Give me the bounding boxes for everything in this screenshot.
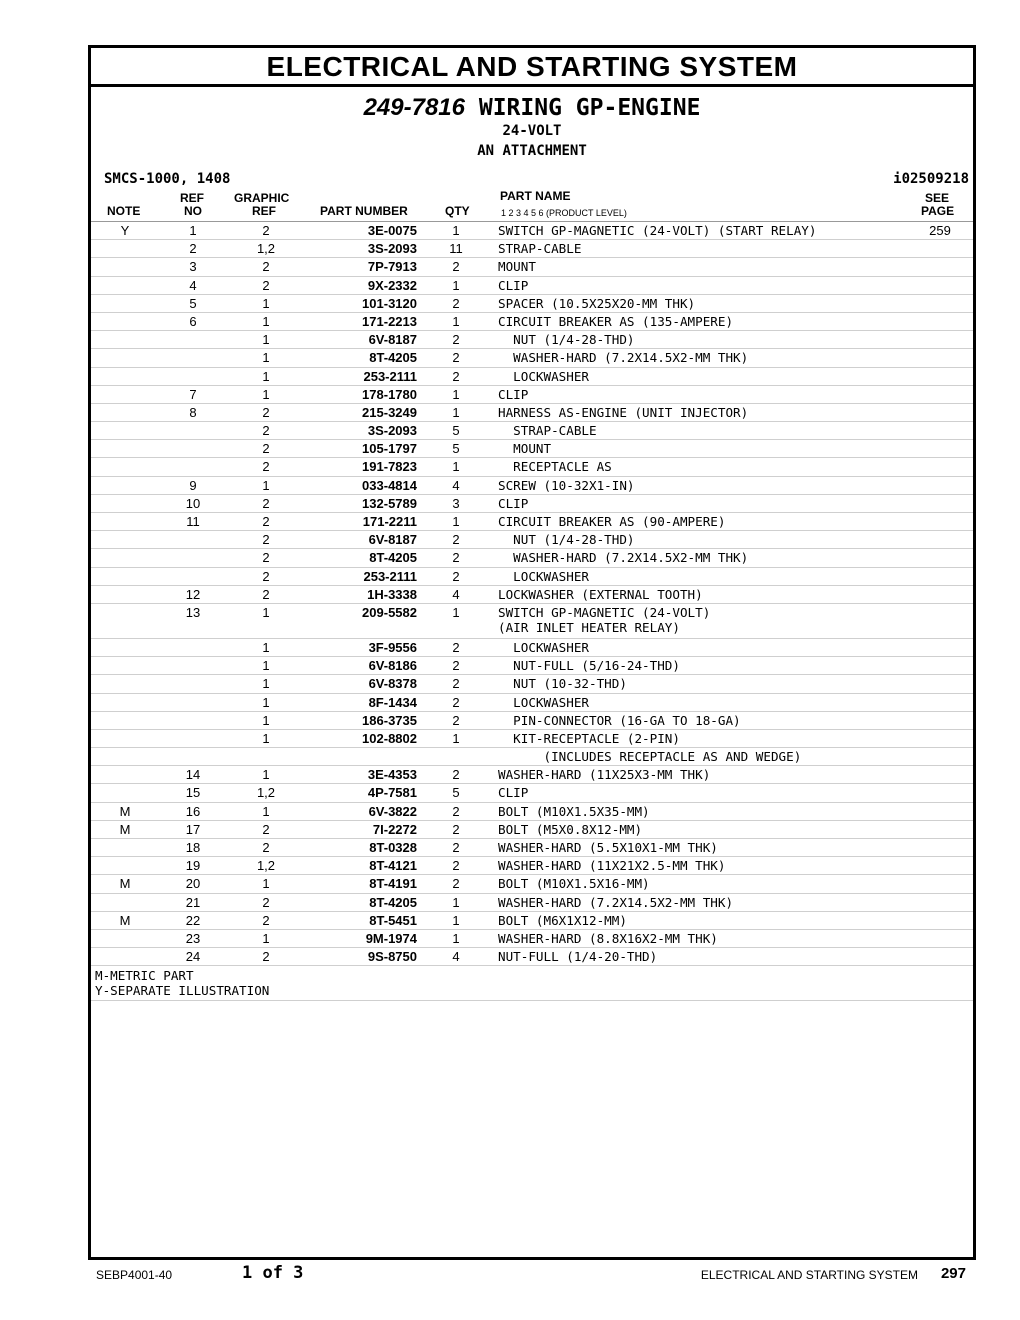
part-number-cell: 8F-1434 (368, 694, 417, 710)
qty-cell: 2 (452, 676, 460, 692)
table-row (91, 930, 973, 948)
ref-number-cell: 7 (189, 386, 197, 402)
qty-cell: 2 (452, 259, 460, 275)
part-name-cell: BOLT (M10X1.5X16-MM) (498, 876, 650, 892)
part-name-cell: LOCKWASHER (498, 694, 589, 710)
col-part-name: PART NAME (500, 189, 571, 203)
qty-cell: 2 (452, 876, 460, 892)
part-name-cell: STRAP-CABLE (498, 423, 597, 439)
table-row (91, 368, 973, 386)
table-header (91, 191, 973, 222)
graphic-ref-cell: 2 (262, 223, 270, 238)
ref-number-cell: 17 (185, 821, 201, 837)
footer-section: ELECTRICAL AND STARTING SYSTEM (700, 1268, 918, 1282)
table-row (91, 784, 973, 802)
qty-cell: 2 (452, 821, 460, 837)
ref-number-cell: 16 (185, 803, 201, 819)
part-name-cell: MOUNT (498, 259, 536, 275)
table-row (91, 839, 973, 857)
table-row (91, 258, 973, 276)
note-cell: M (119, 876, 131, 892)
qty-cell: 2 (452, 658, 460, 674)
note-cell: Y (120, 223, 130, 238)
graphic-ref-cell: 1,2 (256, 785, 276, 801)
part-number-cell: 7P-7913 (367, 259, 417, 275)
part-name-cell: BOLT (M6X1X12-MM) (498, 912, 627, 928)
part-number-cell: 8T-4205 (369, 350, 417, 366)
part-number-cell: 1H-3338 (367, 586, 417, 602)
ref-number-cell: 14 (185, 767, 201, 783)
ref-number-cell: 8 (189, 404, 197, 420)
qty-cell: 1 (452, 404, 460, 420)
graphic-ref-cell: 1 (262, 604, 270, 620)
graphic-ref-cell: 2 (262, 514, 270, 529)
table-row (91, 386, 973, 404)
part-number-cell: 171-2213 (362, 313, 417, 329)
footer-doc-id: SEBP4001-40 (96, 1268, 173, 1282)
graphic-ref-cell: 2 (262, 532, 270, 548)
graphic-ref-cell: 2 (262, 423, 270, 439)
qty-cell: 5 (452, 785, 460, 801)
graphic-ref-cell: 1 (262, 639, 270, 655)
graphic-ref-cell: 2 (262, 840, 270, 855)
col-graphic-bottom: REF (252, 204, 276, 218)
group-name: WIRING GP-ENGINE (478, 95, 701, 121)
part-number-cell: 132-5789 (362, 495, 417, 511)
graphic-ref-cell: 2 (262, 912, 270, 928)
graphic-ref-cell: 1 (262, 803, 270, 819)
part-name-cell: SWITCH GP-MAGNETIC (24-VOLT) (START RELAY) (498, 223, 817, 238)
page-footer (96, 1262, 968, 1286)
table-row (91, 477, 973, 495)
table-row (91, 568, 973, 586)
qty-cell: 2 (452, 639, 460, 655)
graphic-ref-cell: 1 (262, 930, 270, 946)
part-name-cell: NUT (1/4-28-THD) (498, 332, 635, 348)
qty-cell: 2 (452, 295, 460, 311)
ref-number-cell: 2 (189, 241, 197, 257)
part-number-cell: 171-2211 (362, 514, 417, 529)
part-number-cell: 102-8802 (362, 730, 417, 746)
graphic-ref-cell: 2 (262, 259, 270, 275)
table-row (91, 675, 973, 693)
ref-number-cell: 18 (185, 840, 201, 855)
table-row (91, 458, 973, 476)
ref-number-cell: 20 (185, 876, 201, 892)
graphic-ref-cell: 1 (262, 658, 270, 674)
part-name-cell: KIT-RECEPTACLE (2-PIN) (498, 730, 680, 746)
part-number-cell: 6V-8187 (368, 332, 417, 348)
table-row (91, 586, 973, 604)
part-number-cell: 215-3249 (362, 404, 417, 420)
part-name-cell: NUT-FULL (5/16-24-THD) (498, 658, 680, 674)
graphic-ref-cell: 2 (262, 949, 270, 965)
part-number-cell: 8T-4205 (369, 894, 417, 910)
col-see-top: SEE (925, 191, 950, 205)
part-name-cell: LOCKWASHER (EXTERNAL TOOTH) (498, 586, 703, 602)
table-row (91, 404, 973, 422)
part-number-cell: 9S-8750 (367, 949, 417, 965)
ref-number-cell: 6 (189, 313, 197, 329)
table-row (91, 803, 973, 821)
graphic-ref-cell: 2 (262, 586, 270, 602)
page-frame (88, 45, 976, 1260)
part-number-cell: 3E-0075 (367, 223, 417, 238)
qty-cell: 11 (449, 241, 463, 257)
graphic-ref-cell: 1 (262, 730, 270, 746)
graphic-ref-cell: 2 (262, 550, 270, 566)
graphic-ref-cell: 1 (262, 368, 270, 384)
part-name-cell: CIRCUIT BREAKER AS (135-AMPERE) (498, 313, 734, 329)
part-name-cell: MOUNT (498, 441, 552, 457)
qty-cell: 2 (452, 858, 460, 874)
part-name-cell: WASHER-HARD (7.2X14.5X2-MM THK) (498, 550, 749, 566)
graphic-ref-cell: 2 (262, 568, 270, 584)
part-name-cell: SPACER (10.5X25X20-MM THK) (498, 295, 696, 311)
ref-number-cell: 15 (185, 785, 201, 801)
part-name-cell: (INCLUDES RECEPTACLE AS AND WEDGE) (498, 749, 802, 765)
part-name-cell: HARNESS AS-ENGINE (UNIT INJECTOR) (498, 404, 749, 420)
ref-number-cell: 24 (185, 949, 201, 965)
part-name-cell: WASHER-HARD (7.2X14.5X2-MM THK) (498, 350, 749, 366)
part-number-cell: 9X-2332 (367, 277, 417, 293)
table-row (91, 639, 973, 657)
graphic-ref-cell: 1,2 (256, 858, 276, 874)
part-name-cell: RECEPTACLE AS (498, 459, 612, 475)
ref-number-cell: 21 (185, 894, 201, 910)
part-name-cell: BOLT (M5X0.8X12-MM) (498, 821, 643, 837)
qty-cell: 2 (452, 550, 460, 566)
qty-cell: 2 (452, 840, 460, 855)
qty-cell: 5 (452, 441, 460, 457)
part-number-cell: 3S-2093 (367, 241, 417, 257)
ref-number-cell: 13 (185, 604, 201, 620)
table-row (91, 857, 973, 875)
part-name-cell: CLIP (498, 277, 529, 293)
col-qty: QTY (445, 204, 470, 218)
part-name-cell: LOCKWASHER (498, 639, 589, 655)
footer-page-of: 1 of 3 (242, 1263, 304, 1283)
part-number-cell: 9M-1974 (365, 930, 417, 946)
qty-cell: 4 (452, 586, 460, 602)
table-row (91, 531, 973, 549)
table-row (91, 821, 973, 839)
part-number-cell: 6V-8186 (368, 658, 417, 674)
part-name-cell: CLIP (498, 386, 529, 402)
graphic-ref-cell: 1 (262, 676, 270, 692)
qty-cell: 2 (452, 532, 460, 548)
info-id: i02509218 (893, 171, 969, 187)
legend-metric: M-METRIC PART (95, 968, 194, 984)
part-number-cell: 3E-4353 (367, 767, 417, 783)
qty-cell: 1 (452, 313, 460, 329)
smcs-row (91, 169, 973, 191)
part-number-cell: 209-5582 (362, 604, 417, 620)
table-row (91, 422, 973, 440)
qty-cell: 3 (452, 495, 460, 511)
graphic-ref-cell: 2 (262, 459, 270, 475)
part-name-cell: WASHER-HARD (11X21X2.5-MM THK) (498, 858, 726, 874)
qty-cell: 1 (452, 894, 460, 910)
table-row (91, 766, 973, 784)
ref-number-cell: 12 (185, 586, 201, 602)
ref-number-cell: 22 (185, 912, 201, 928)
col-note: NOTE (107, 204, 141, 218)
table-row (91, 295, 973, 313)
part-number-cell: 3F-9556 (368, 639, 417, 655)
part-name-cell: WASHER-HARD (8.8X16X2-MM THK) (498, 930, 718, 946)
ref-number-cell: 23 (185, 930, 201, 946)
graphic-ref-cell: 2 (262, 441, 270, 457)
parts-table-body (91, 222, 973, 966)
part-number-cell: 8T-4205 (369, 550, 417, 566)
ref-number-cell: 11 (186, 514, 200, 529)
table-row (91, 222, 973, 240)
part-name-cell: LOCKWASHER (498, 368, 589, 384)
group-part-number: 249-7816 (363, 94, 465, 121)
part-name-cell: PIN-CONNECTOR (16-GA TO 18-GA) (498, 712, 741, 728)
section-title: ELECTRICAL AND STARTING SYSTEM (91, 48, 973, 87)
col-ref-bottom: NO (184, 204, 202, 218)
qty-cell: 2 (452, 712, 460, 728)
qty-cell: 2 (452, 803, 460, 819)
ref-number-cell: 19 (185, 858, 201, 874)
part-name-cell: NUT-FULL (1/4-20-THD) (498, 949, 658, 965)
note-cell: M (119, 821, 131, 837)
qty-cell: 1 (452, 277, 460, 293)
ref-number-cell: 10 (185, 495, 201, 511)
part-name-cell: SCREW (10-32X1-IN) (498, 477, 635, 493)
part-name-cell: WASHER-HARD (7.2X14.5X2-MM THK) (498, 894, 734, 910)
col-see-bottom: PAGE (921, 204, 955, 218)
graphic-ref-cell: 1 (262, 694, 270, 710)
group-subline-voltage: 24-VOLT (502, 123, 562, 139)
qty-cell: 2 (452, 332, 460, 348)
table-row (91, 440, 973, 458)
part-number-cell: 253-2111 (363, 568, 417, 584)
graphic-ref-cell: 1 (262, 767, 270, 783)
qty-cell: 4 (452, 477, 460, 493)
legend-separate-illustration: Y-SEPARATE ILLUSTRATION (95, 983, 270, 999)
part-number-cell: 8T-4191 (369, 876, 417, 892)
part-number-cell: 105-1797 (362, 441, 417, 457)
qty-cell: 1 (452, 514, 460, 529)
qty-cell: 1 (452, 459, 460, 475)
part-number-cell: 186-3735 (362, 712, 417, 728)
part-name-cell: WASHER-HARD (11X25X3-MM THK) (498, 767, 711, 783)
qty-cell: 1 (452, 386, 460, 402)
group-title (91, 95, 973, 121)
part-number-cell: 8T-4121 (369, 858, 417, 874)
table-row (91, 657, 973, 675)
footer-page-number: 297 (940, 1265, 966, 1282)
table-row (91, 549, 973, 567)
part-number-cell: 6V-8187 (368, 532, 417, 548)
col-graphic-top: GRAPHIC (234, 191, 290, 205)
table-row (91, 331, 973, 349)
qty-cell: 1 (452, 930, 460, 946)
graphic-ref-cell: 2 (262, 894, 270, 910)
smcs-code: SMCS-1000, 1408 (104, 171, 231, 187)
part-number-cell: 101-3120 (362, 295, 417, 311)
see-page-cell: 259 (929, 223, 951, 238)
qty-cell: 2 (452, 350, 460, 366)
table-row (91, 349, 973, 367)
graphic-ref-cell: 1 (262, 350, 270, 366)
ref-number-cell: 5 (189, 295, 197, 311)
part-name-cell: LOCKWASHER (498, 568, 589, 584)
part-number-cell: 4P-7581 (367, 785, 417, 801)
graphic-ref-cell: 1 (262, 712, 270, 728)
qty-cell: 2 (452, 368, 460, 384)
qty-cell: 1 (452, 223, 460, 238)
table-row (91, 240, 973, 258)
note-cell: M (119, 803, 131, 819)
table-row (91, 730, 973, 748)
table-row (91, 712, 973, 730)
qty-cell: 4 (452, 949, 460, 965)
part-name-cell: SWITCH GP-MAGNETIC (24-VOLT) (AIR INLET HEATER RELAY) (498, 604, 711, 635)
note-cell: M (119, 912, 131, 928)
graphic-ref-cell: 1 (262, 313, 270, 329)
graphic-ref-cell: 2 (262, 404, 270, 420)
part-number-cell: 7I-2272 (372, 821, 417, 837)
table-row (91, 912, 973, 930)
part-number-cell: 3S-2093 (367, 423, 417, 439)
group-subline-attachment: AN ATTACHMENT (477, 143, 587, 159)
part-name-cell: CLIP (498, 785, 529, 801)
legend (91, 966, 973, 1001)
part-number-cell: 191-7823 (362, 459, 417, 475)
ref-number-cell: 1 (189, 223, 197, 238)
part-name-cell: NUT (10-32-THD) (498, 676, 627, 692)
qty-cell: 1 (452, 604, 460, 620)
graphic-ref-cell: 2 (262, 277, 270, 293)
graphic-ref-cell: 2 (262, 821, 270, 837)
ref-number-cell: 3 (189, 259, 197, 275)
graphic-ref-cell: 1 (262, 477, 270, 493)
table-row (91, 495, 973, 513)
table-row (91, 277, 973, 295)
ref-number-cell: 9 (189, 477, 197, 493)
qty-cell: 5 (452, 423, 460, 439)
part-number-cell: 8T-5451 (369, 912, 417, 928)
qty-cell: 2 (452, 568, 460, 584)
col-ref-top: REF (180, 191, 204, 205)
table-row (91, 894, 973, 912)
part-number-cell: 253-2111 (363, 368, 417, 384)
table-row (91, 948, 973, 966)
part-name-cell: CIRCUIT BREAKER AS (90-AMPERE) (498, 514, 726, 529)
part-name-cell: BOLT (M10X1.5X35-MM) (498, 803, 650, 819)
part-number-cell: 6V-8378 (368, 676, 417, 692)
part-number-cell: 178-1780 (362, 386, 417, 402)
part-number-cell: 8T-0328 (369, 840, 417, 855)
graphic-ref-cell: 1 (262, 295, 270, 311)
table-row (91, 313, 973, 331)
table-row (91, 694, 973, 712)
graphic-ref-cell: 2 (262, 495, 270, 511)
part-number-cell: 033-4814 (362, 477, 417, 493)
qty-cell: 1 (452, 912, 460, 928)
qty-cell: 2 (452, 694, 460, 710)
graphic-ref-cell: 1 (262, 876, 270, 892)
part-name-cell: STRAP-CABLE (498, 241, 582, 257)
col-part-number: PART NUMBER (320, 204, 408, 218)
graphic-ref-cell: 1,2 (256, 241, 276, 257)
table-row (91, 748, 973, 766)
table-row (91, 513, 973, 531)
graphic-ref-cell: 1 (262, 332, 270, 348)
col-product-levels: 1 2 3 4 5 6 (PRODUCT LEVEL) (501, 208, 627, 218)
part-name-cell: WASHER-HARD (5.5X10X1-MM THK) (498, 840, 718, 855)
qty-cell: 1 (452, 730, 460, 746)
part-name-cell: NUT (1/4-28-THD) (498, 532, 635, 548)
graphic-ref-cell: 1 (262, 386, 270, 402)
table-row (91, 604, 973, 639)
qty-cell: 2 (452, 767, 460, 783)
table-row (91, 875, 973, 893)
part-number-cell: 6V-3822 (368, 803, 417, 819)
ref-number-cell: 4 (189, 277, 197, 293)
part-name-cell: CLIP (498, 495, 529, 511)
